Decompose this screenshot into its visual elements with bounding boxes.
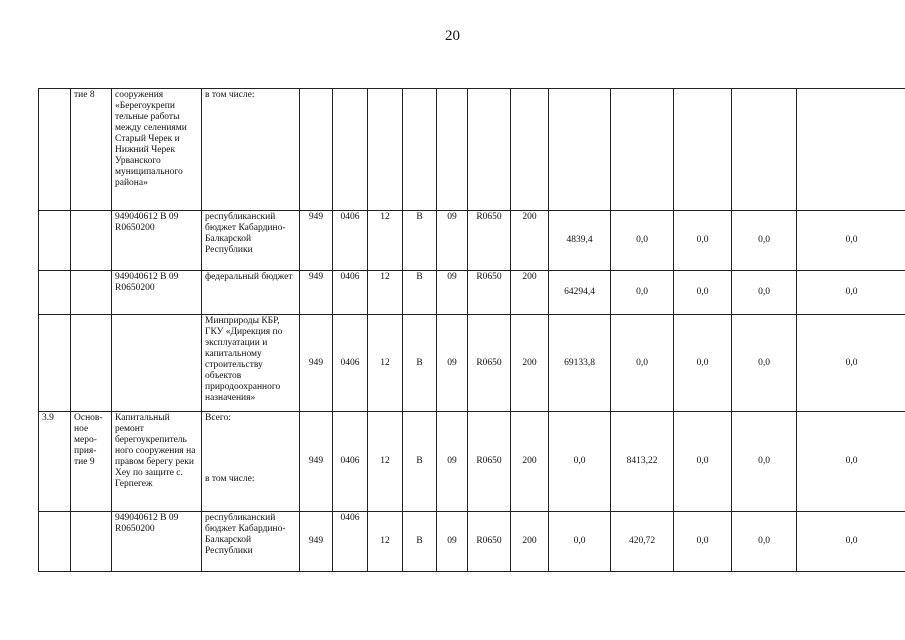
- cell-cs2: 09: [437, 271, 468, 315]
- cell-num: [39, 89, 71, 211]
- cell-num: [39, 315, 71, 412]
- cell-vr: 200: [511, 315, 549, 412]
- cell-cs3: R0650: [468, 512, 511, 572]
- cell-cs2: 09: [437, 315, 468, 412]
- cell-grbs: [300, 89, 333, 211]
- cell-cs1: В: [403, 271, 437, 315]
- cell-cs3: R0650: [468, 211, 511, 271]
- table-row: [39, 271, 905, 315]
- cell-cs3: R0650: [468, 412, 511, 512]
- cell-y1: 64294,4: [549, 271, 611, 315]
- cell-type: [71, 512, 112, 572]
- cell-y1: 4839,4: [549, 211, 611, 271]
- cell-cs2: 09: [437, 412, 468, 512]
- cell-num: [39, 512, 71, 572]
- cell-y2: 8413,22: [611, 412, 674, 512]
- cell-y3: 0,0: [674, 271, 732, 315]
- cell-y5: [797, 89, 905, 211]
- cell-type: [71, 271, 112, 315]
- cell-y3: 0,0: [674, 211, 732, 271]
- cell-pr: 12: [368, 412, 403, 512]
- cell-grbs: 949: [300, 315, 333, 412]
- budget-table: [38, 88, 905, 572]
- cell-pr: 12: [368, 512, 403, 572]
- cell-rz: 0406: [333, 271, 368, 315]
- source-sub: в том числе:: [205, 474, 255, 484]
- table-row: [39, 315, 905, 412]
- cell-pr: 12: [368, 211, 403, 271]
- cell-y1: 69133,8: [549, 315, 611, 412]
- page-number: 20: [445, 28, 460, 44]
- cell-y4: 0,0: [732, 512, 797, 572]
- cell-name: 949040612 В 09 R0650200: [112, 271, 202, 315]
- cell-y5: 0,0: [797, 315, 905, 412]
- cell-cs1: В: [403, 512, 437, 572]
- cell-cs1: В: [403, 211, 437, 271]
- cell-source: республиканский бюджет Кабардино-Балкарской Республики: [202, 512, 300, 572]
- cell-y2: 0,0: [611, 315, 674, 412]
- cell-y3: 0,0: [674, 315, 732, 412]
- cell-num: 3.9: [39, 412, 71, 512]
- cell-y3: 0,0: [674, 512, 732, 572]
- table-row: [39, 412, 905, 512]
- cell-name: сооружения «Берегоукрепи тельные работы между селениями Старый Черек и Нижний Черек Урванского муниципального района»: [112, 89, 202, 211]
- cell-pr: 12: [368, 271, 403, 315]
- cell-y5: 0,0: [797, 512, 905, 572]
- cell-cs3: R0650: [468, 271, 511, 315]
- cell-cs1: В: [403, 412, 437, 512]
- cell-cs3: R0650: [468, 315, 511, 412]
- cell-cs2: [437, 89, 468, 211]
- cell-type: Основ-ное меро-прия-тие 9: [71, 412, 112, 512]
- cell-grbs: 949: [300, 412, 333, 512]
- cell-rz: 0406: [333, 412, 368, 512]
- cell-y4: 0,0: [732, 211, 797, 271]
- cell-y1: [549, 89, 611, 211]
- cell-grbs: 949: [300, 211, 333, 271]
- cell-rz: 0406: [333, 211, 368, 271]
- cell-y4: 0,0: [732, 315, 797, 412]
- table-row: [39, 89, 905, 211]
- cell-y4: 0,0: [732, 271, 797, 315]
- cell-pr: [368, 89, 403, 211]
- cell-rz: [333, 89, 368, 211]
- cell-source: Минприроды КБР, ГКУ «Дирекция по эксплуатации и капитальному строительству объектов природоохранного назначения»: [202, 315, 300, 412]
- cell-name: 949040612 В 09 R0650200: [112, 512, 202, 572]
- cell-y5: 0,0: [797, 412, 905, 512]
- cell-cs3: [468, 89, 511, 211]
- cell-cs2: 09: [437, 211, 468, 271]
- source-sub: в том числе:: [205, 90, 255, 100]
- cell-rz: 0406: [333, 315, 368, 412]
- cell-y4: [732, 89, 797, 211]
- cell-y5: 0,0: [797, 211, 905, 271]
- cell-pr: 12: [368, 315, 403, 412]
- cell-source: [202, 89, 300, 211]
- cell-vr: 200: [511, 412, 549, 512]
- cell-vr: 200: [511, 512, 549, 572]
- cell-y1: 0,0: [549, 412, 611, 512]
- cell-y1: 0,0: [549, 512, 611, 572]
- cell-source: республиканский бюджет Кабардино-Балкарской Республики: [202, 211, 300, 271]
- cell-name: [112, 315, 202, 412]
- cell-vr: [511, 89, 549, 211]
- cell-type: [71, 211, 112, 271]
- cell-y3: [674, 89, 732, 211]
- cell-y3: 0,0: [674, 412, 732, 512]
- table-row: [39, 512, 905, 572]
- cell-cs1: [403, 89, 437, 211]
- cell-y2: 0,0: [611, 211, 674, 271]
- cell-name: Капитальный ремонт берегоукрепитель ного сооружения на правом берегу реки Хеу по защите с. Герпегеж: [112, 412, 202, 512]
- cell-y5: 0,0: [797, 271, 905, 315]
- cell-source: [202, 412, 300, 512]
- cell-type: тие 8: [71, 89, 112, 211]
- cell-cs1: В: [403, 315, 437, 412]
- cell-y2: 0,0: [611, 271, 674, 315]
- table-row: [39, 211, 905, 271]
- cell-source: федеральный бюджет: [202, 271, 300, 315]
- cell-y2: [611, 89, 674, 211]
- cell-cs2: 09: [437, 512, 468, 572]
- cell-rz: 0406: [333, 512, 368, 572]
- cell-y2: 420,72: [611, 512, 674, 572]
- cell-grbs: 949: [300, 271, 333, 315]
- cell-vr: 200: [511, 211, 549, 271]
- cell-grbs: 949: [300, 512, 333, 572]
- cell-vr: 200: [511, 271, 549, 315]
- cell-name: 949040612 В 09 R0650200: [112, 211, 202, 271]
- cell-num: [39, 271, 71, 315]
- source-total: Всего:: [205, 413, 231, 423]
- cell-type: [71, 315, 112, 412]
- cell-y4: 0,0: [732, 412, 797, 512]
- cell-num: [39, 211, 71, 271]
